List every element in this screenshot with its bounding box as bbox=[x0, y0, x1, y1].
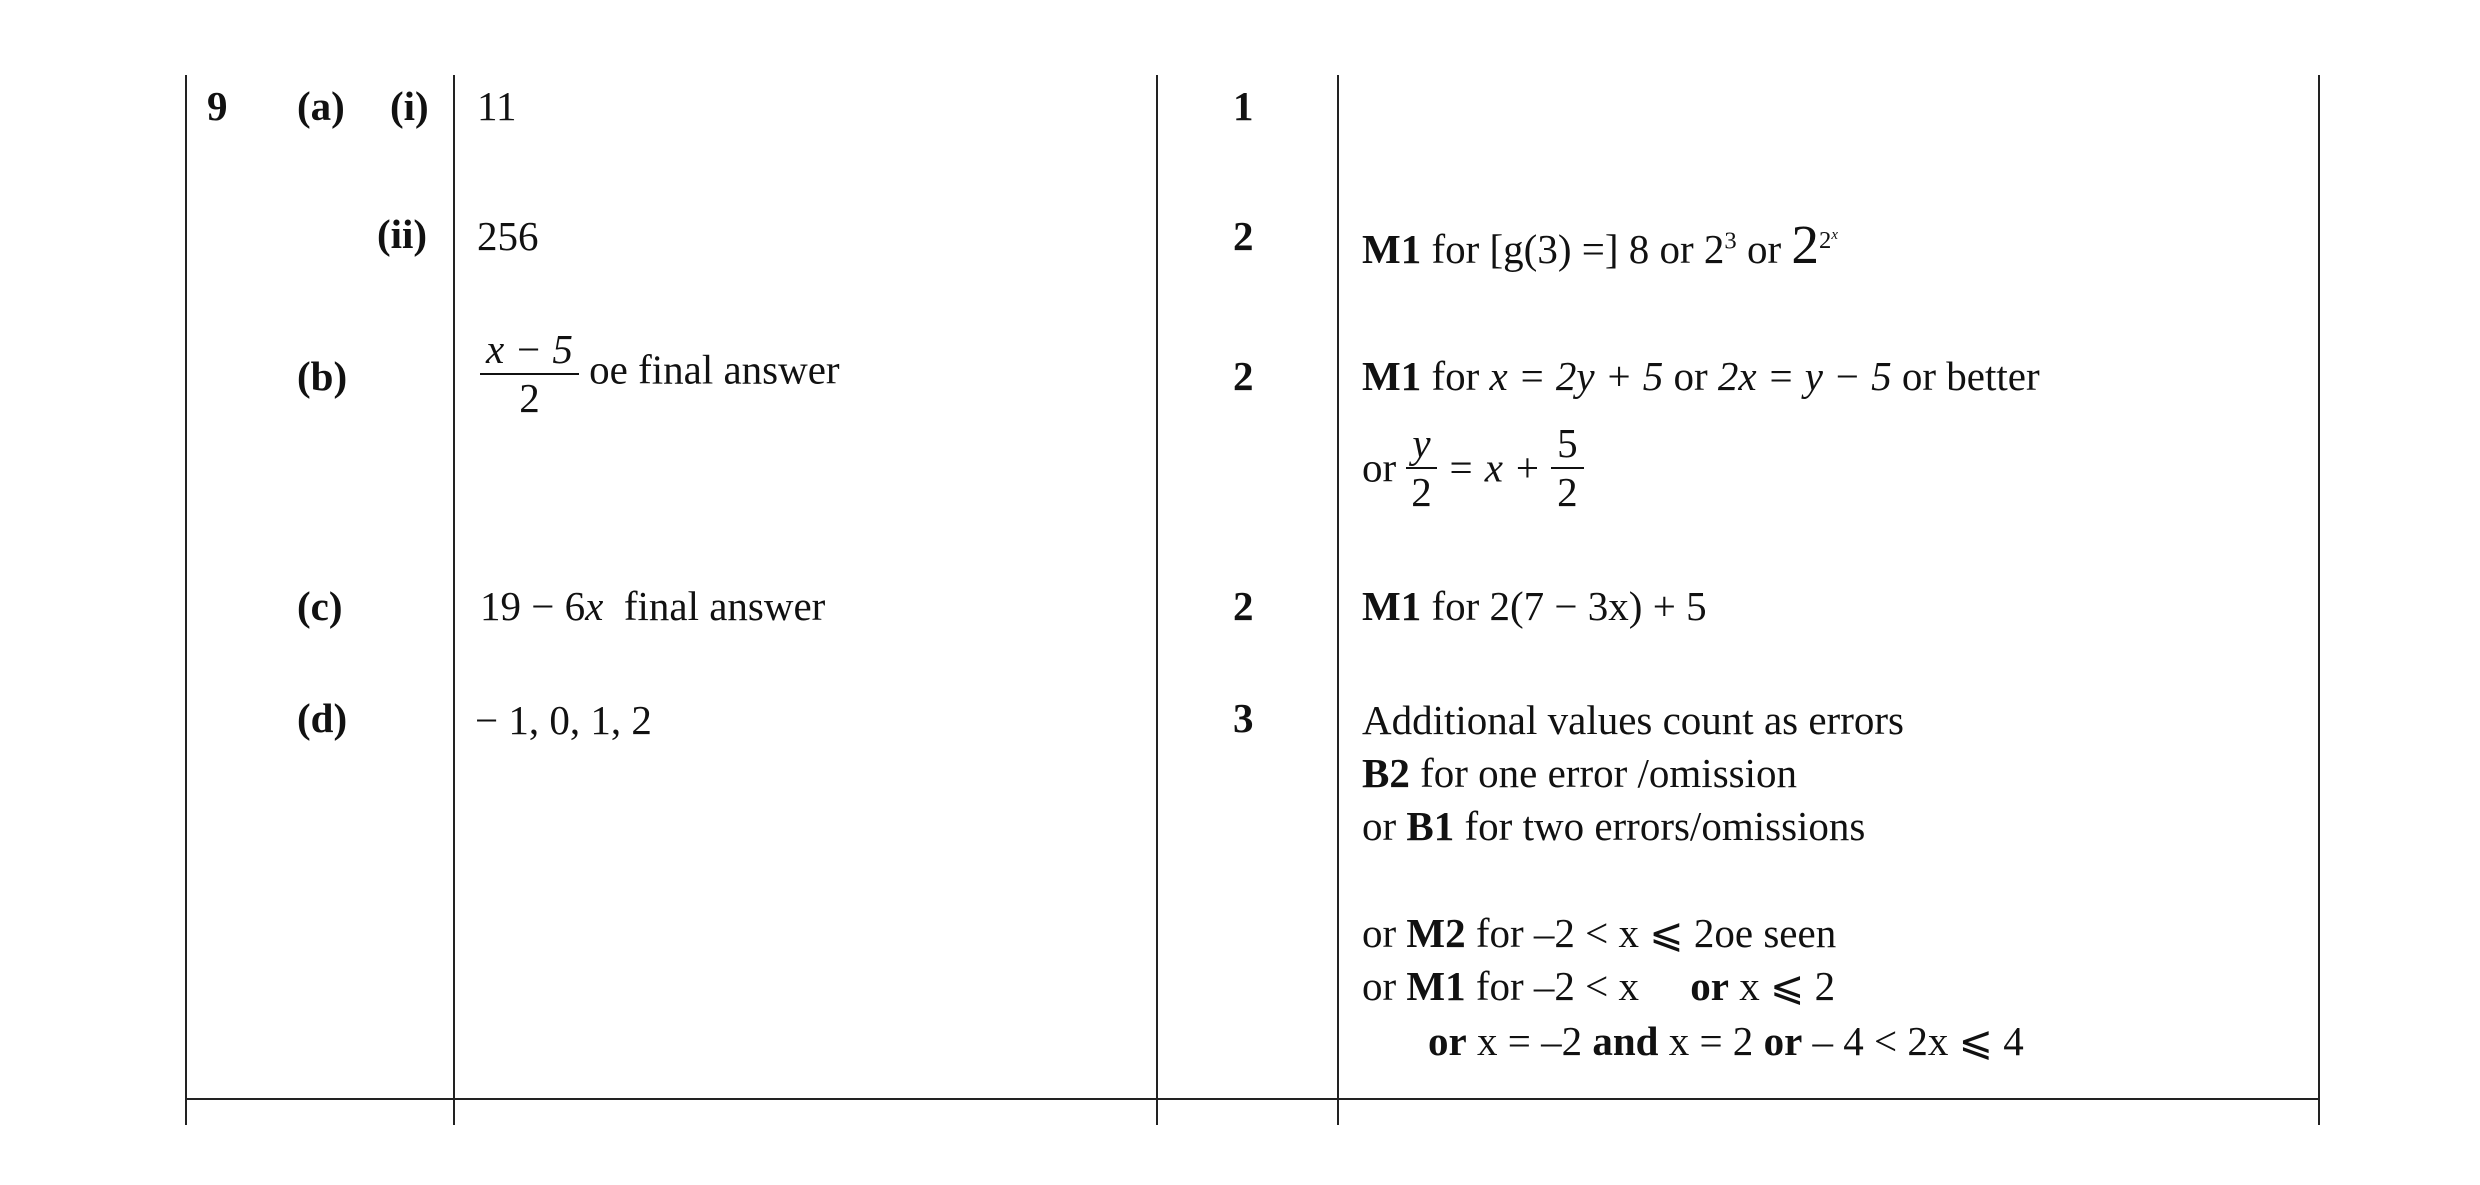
table-border-left bbox=[185, 75, 187, 1125]
column-divider-answer bbox=[1156, 75, 1158, 1125]
guidance-a-ii: M1 for [g(3) =] 8 or $2^3$ or $2^{2^x}$ bbox=[1362, 214, 1838, 275]
mark-b: 2 bbox=[1233, 353, 1254, 399]
subpart-label-ii: (ii) bbox=[377, 211, 428, 257]
guidance-b-line2: or $\frac{y}{2}$ = x + $\frac{5}{2}$ bbox=[1362, 420, 1584, 516]
answer-a-ii: 256 bbox=[477, 213, 539, 259]
guidance-d-line3: or B1 for two errors/omissions bbox=[1362, 803, 1866, 849]
guidance-c: M1 for 2(7 − 3x) + 5 bbox=[1362, 583, 1707, 629]
column-divider-mark bbox=[1337, 75, 1339, 1125]
table-border-right bbox=[2318, 75, 2320, 1125]
guidance-d-line2: B2 for one error /omission bbox=[1362, 750, 1797, 796]
mark-c: 2 bbox=[1233, 583, 1254, 629]
guidance-d-line5: or M1 for –2 < x or x ⩽ 2 bbox=[1362, 963, 1836, 1009]
guidance-b-line1: M1 for x = 2y + 5 or 2x = y − 5 or better bbox=[1362, 353, 2040, 399]
subpart-label-i: (i) bbox=[390, 83, 429, 129]
table-bottom-rule bbox=[185, 1098, 2320, 1100]
part-label-d: (d) bbox=[297, 695, 348, 741]
answer-a-i: 11 bbox=[477, 83, 517, 129]
guidance-d-line4: or M2 for –2 < x ⩽ 2oe seen bbox=[1362, 910, 1837, 956]
guidance-d-line6: or x = –2 and x = 2 or – 4 < 2x ⩽ 4 bbox=[1428, 1018, 2024, 1064]
part-label-b: (b) bbox=[297, 353, 348, 399]
answer-c: 19 − 6x final answer bbox=[480, 583, 826, 629]
question-number: 9 bbox=[207, 83, 228, 129]
answer-d: − 1, 0, 1, 2 bbox=[475, 697, 652, 743]
mark-a-i: 1 bbox=[1233, 83, 1254, 129]
answer-b-fraction: $\frac{x - 5}{2}$ bbox=[480, 326, 579, 422]
part-label-a: (a) bbox=[297, 83, 345, 129]
part-label-c: (c) bbox=[297, 583, 343, 629]
mark-d: 3 bbox=[1233, 695, 1254, 741]
answer-b: $\frac{x - 5}{2}$ oe final answer bbox=[480, 326, 840, 422]
guidance-d-line1: Additional values count as errors bbox=[1362, 697, 1904, 743]
mark-a-ii: 2 bbox=[1233, 213, 1254, 259]
column-divider-part bbox=[453, 75, 455, 1125]
